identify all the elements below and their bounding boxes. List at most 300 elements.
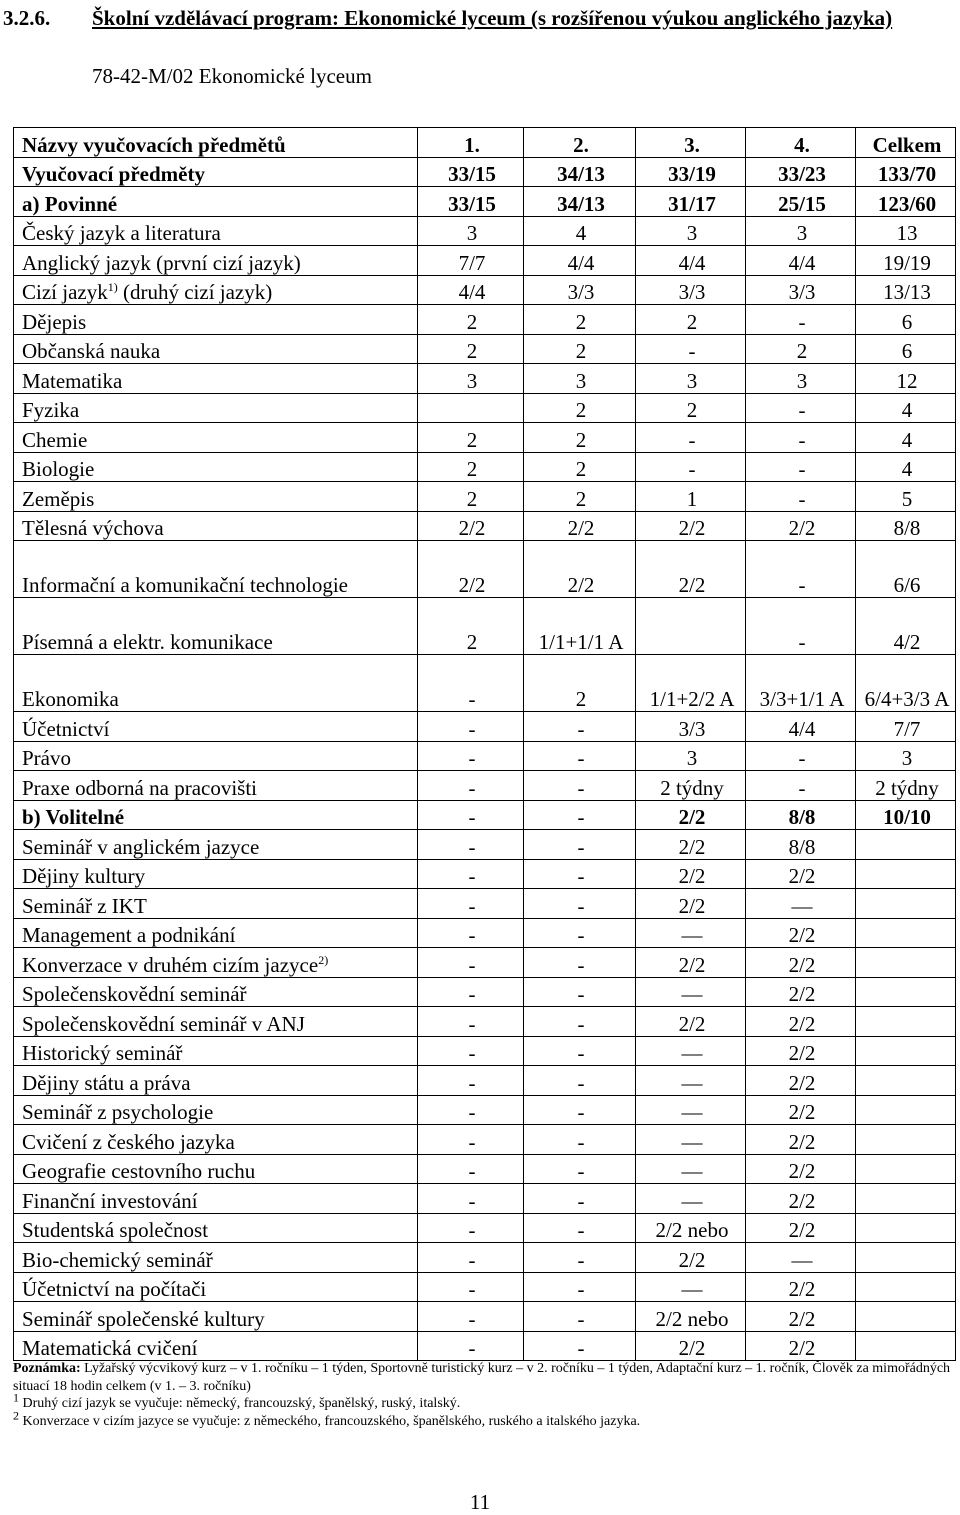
hours-cell bbox=[636, 712, 746, 742]
hours-cell bbox=[524, 128, 636, 158]
hours-cell bbox=[418, 246, 524, 276]
hours-cell bbox=[856, 423, 956, 453]
hours-cell bbox=[856, 393, 956, 423]
hours-cell bbox=[636, 800, 746, 830]
footnote-mark: 1) bbox=[107, 280, 118, 294]
cell-text: Biologie bbox=[22, 457, 95, 481]
hours-cell bbox=[746, 771, 856, 801]
hours-cell bbox=[746, 334, 856, 364]
cell-text: - bbox=[468, 746, 476, 770]
hours-cell bbox=[746, 830, 856, 860]
hours-cell bbox=[746, 1095, 856, 1125]
table-row bbox=[14, 1243, 956, 1273]
hours-cell bbox=[746, 741, 856, 771]
table-row bbox=[14, 157, 956, 187]
cell-text: - bbox=[577, 1188, 585, 1213]
hours-cell bbox=[524, 800, 636, 830]
cell-text: Účetnictví na počítači bbox=[22, 1277, 207, 1301]
hours-cell bbox=[856, 1331, 956, 1361]
hours-cell bbox=[418, 157, 524, 187]
hours-cell bbox=[524, 741, 636, 771]
table-row bbox=[14, 771, 956, 801]
cell-text: 2/2 bbox=[567, 573, 595, 597]
hours-cell bbox=[418, 1095, 524, 1125]
hours-cell bbox=[636, 1184, 746, 1214]
hours-cell bbox=[636, 1213, 746, 1243]
cell-text: Společenskovědní seminář bbox=[22, 982, 247, 1006]
subject-name-cell bbox=[14, 305, 418, 335]
hours-cell bbox=[636, 482, 746, 512]
table-row bbox=[14, 977, 956, 1007]
cell-text: 2/2 bbox=[678, 1247, 706, 1272]
cell-text: - bbox=[798, 573, 806, 597]
cell-text: - bbox=[577, 923, 585, 947]
hours-cell bbox=[524, 655, 636, 712]
hours-cell bbox=[418, 452, 524, 482]
hours-cell bbox=[418, 1154, 524, 1184]
cell-text: — bbox=[681, 982, 703, 1006]
hours-cell bbox=[636, 334, 746, 364]
cell-text-suffix: (druhý cizí jazyk) bbox=[117, 280, 273, 304]
cell-text: - bbox=[468, 805, 476, 829]
hours-cell bbox=[418, 741, 524, 771]
cell-text: Matematika bbox=[22, 368, 123, 393]
hours-cell bbox=[418, 1036, 524, 1066]
subject-name-cell bbox=[14, 1007, 418, 1037]
table-row bbox=[14, 275, 956, 305]
subject-name-cell bbox=[14, 246, 418, 276]
hours-cell bbox=[524, 1184, 636, 1214]
cell-text: 3/3 bbox=[567, 280, 595, 304]
cell-text: Seminář z psychologie bbox=[22, 1100, 214, 1124]
cell-text: 2 bbox=[575, 398, 587, 422]
subject-name-cell bbox=[14, 948, 418, 978]
subject-name-cell bbox=[14, 1272, 418, 1302]
hours-cell bbox=[524, 712, 636, 742]
cell-text: 1. bbox=[464, 132, 480, 157]
hours-cell bbox=[418, 800, 524, 830]
curriculum-table bbox=[13, 127, 956, 1361]
hours-cell bbox=[856, 187, 956, 217]
hours-cell bbox=[746, 1036, 856, 1066]
hours-cell bbox=[746, 1184, 856, 1214]
cell-text: Dějiny kultury bbox=[22, 864, 146, 888]
hours-cell bbox=[524, 830, 636, 860]
cell-text: - bbox=[577, 834, 585, 859]
hours-cell bbox=[418, 216, 524, 246]
hours-cell bbox=[856, 741, 956, 771]
hours-cell bbox=[856, 1095, 956, 1125]
hours-cell bbox=[746, 918, 856, 948]
hours-cell bbox=[746, 423, 856, 453]
cell-text: 2/2 bbox=[788, 1159, 816, 1183]
subject-name-cell bbox=[14, 334, 418, 364]
cell-text: 34/13 bbox=[557, 162, 605, 186]
cell-text: 6 bbox=[901, 339, 913, 363]
subject-name-cell bbox=[14, 452, 418, 482]
hours-cell bbox=[856, 889, 956, 919]
hours-cell bbox=[746, 1007, 856, 1037]
cell-text: 4/2 bbox=[893, 630, 921, 654]
hours-cell bbox=[746, 598, 856, 655]
cell-text: 12 bbox=[896, 368, 918, 393]
cell-text: Chemie bbox=[22, 427, 88, 452]
cell-text: 2/2 bbox=[678, 573, 706, 597]
hours-cell bbox=[856, 977, 956, 1007]
table-row bbox=[14, 334, 956, 364]
cell-text: — bbox=[681, 1070, 703, 1095]
cell-text: - bbox=[577, 1306, 585, 1331]
hours-cell bbox=[636, 393, 746, 423]
cell-text: - bbox=[798, 486, 806, 511]
table-row bbox=[14, 482, 956, 512]
cell-text: 123/60 bbox=[877, 191, 937, 216]
hours-cell bbox=[524, 1036, 636, 1066]
hours-cell bbox=[746, 1213, 856, 1243]
cell-text: 3 bbox=[686, 746, 698, 770]
notes bbox=[13, 1360, 958, 1430]
cell-text: 2/2 bbox=[788, 1011, 816, 1036]
hours-cell bbox=[418, 1272, 524, 1302]
cell-text: — bbox=[791, 1247, 813, 1272]
hours-cell bbox=[524, 1007, 636, 1037]
cell-text: Dějiny státu a práva bbox=[22, 1070, 191, 1095]
cell-text: 4 bbox=[575, 221, 587, 245]
hours-cell bbox=[418, 541, 524, 598]
cell-text: 2/2 bbox=[678, 1011, 706, 1036]
table-row bbox=[14, 741, 956, 771]
hours-cell bbox=[524, 771, 636, 801]
cell-text: - bbox=[577, 1129, 585, 1154]
hours-cell bbox=[746, 977, 856, 1007]
cell-text: 3 bbox=[796, 221, 808, 245]
cell-text: 6/6 bbox=[893, 573, 921, 597]
cell-text: Fyzika bbox=[22, 398, 80, 422]
note-label: Poznámka: bbox=[13, 1361, 81, 1376]
hours-cell bbox=[746, 1125, 856, 1155]
cell-text: 7/7 bbox=[458, 250, 486, 275]
cell-text: 2 bbox=[686, 398, 698, 422]
table-row bbox=[14, 712, 956, 742]
cell-text: 2/2 bbox=[458, 573, 486, 597]
cell-text: Celkem bbox=[872, 132, 942, 157]
hours-cell bbox=[746, 800, 856, 830]
hours-cell bbox=[636, 1036, 746, 1066]
table-row bbox=[14, 1095, 956, 1125]
cell-text: - bbox=[468, 982, 476, 1006]
subject-name-cell bbox=[14, 1125, 418, 1155]
hours-cell bbox=[636, 977, 746, 1007]
table-row bbox=[14, 393, 956, 423]
hours-cell bbox=[524, 187, 636, 217]
cell-text: — bbox=[791, 893, 813, 918]
cell-text: 2 bbox=[575, 687, 587, 711]
note-paragraph bbox=[13, 1360, 958, 1395]
hours-cell bbox=[636, 1066, 746, 1096]
cell-text: - bbox=[577, 952, 585, 977]
subject-name-cell bbox=[14, 393, 418, 423]
subject-name-cell bbox=[14, 1302, 418, 1332]
hours-cell bbox=[746, 482, 856, 512]
hours-cell bbox=[418, 305, 524, 335]
table-row bbox=[14, 1007, 956, 1037]
hours-cell bbox=[524, 364, 636, 394]
cell-text: Zeměpis bbox=[22, 486, 95, 511]
cell-text: 2 bbox=[466, 427, 478, 452]
hours-cell bbox=[856, 1213, 956, 1243]
cell-text: - bbox=[468, 893, 476, 918]
cell-text: 2/2 bbox=[678, 516, 706, 540]
hours-cell bbox=[418, 830, 524, 860]
cell-text: 4 bbox=[901, 457, 913, 481]
cell-text: — bbox=[681, 923, 703, 947]
hours-cell bbox=[524, 511, 636, 541]
cell-text: 2 týdny bbox=[875, 775, 939, 800]
hours-cell bbox=[524, 423, 636, 453]
hours-cell bbox=[856, 1272, 956, 1302]
cell-text: 2/2 bbox=[788, 1188, 816, 1213]
hours-cell bbox=[856, 800, 956, 830]
cell-text: 3 bbox=[686, 221, 698, 245]
hours-cell bbox=[636, 305, 746, 335]
cell-text: 2/2 bbox=[788, 516, 816, 540]
cell-text: - bbox=[577, 805, 585, 829]
table-row bbox=[14, 541, 956, 598]
cell-text: 4/4 bbox=[678, 250, 706, 275]
cell-text: 2/2 nebo bbox=[655, 1306, 729, 1331]
cell-text: 34/13 bbox=[557, 191, 605, 216]
hours-cell bbox=[636, 918, 746, 948]
hours-cell bbox=[524, 889, 636, 919]
cell-text: - bbox=[688, 457, 696, 481]
hours-cell bbox=[636, 541, 746, 598]
hours-cell bbox=[418, 948, 524, 978]
cell-text: 8/8 bbox=[893, 516, 921, 540]
cell-text: — bbox=[681, 1159, 703, 1183]
cell-text: - bbox=[688, 427, 696, 452]
hours-cell bbox=[636, 216, 746, 246]
footnote-2-mark: 2 bbox=[13, 1407, 19, 1422]
cell-text: 1/1+1/1 A bbox=[538, 630, 624, 654]
cell-text: - bbox=[468, 775, 476, 800]
hours-cell bbox=[524, 918, 636, 948]
hours-cell bbox=[524, 1302, 636, 1332]
note-text: Lyžařský výcvikový kurz – v 1. ročníku – 1 týden, Sportovně turistický kurz – v 2. ročníku – 1 týden, Adaptační kurz – 1. ročník, Člověk za mimořádných situací 18 hodin celkem (v 1. – 3. ročníku) bbox=[13, 1361, 951, 1394]
footnote-1-text: Druhý cizí jazyk se vyučuje: německý, francouzský, španělský, ruský, italský. bbox=[19, 1396, 461, 1411]
hours-cell bbox=[524, 1243, 636, 1273]
hours-cell bbox=[746, 948, 856, 978]
hours-cell bbox=[746, 246, 856, 276]
table-row bbox=[14, 1213, 956, 1243]
hours-cell bbox=[746, 1243, 856, 1273]
table-row bbox=[14, 918, 956, 948]
hours-cell bbox=[856, 246, 956, 276]
cell-text: 2/2 bbox=[788, 1041, 816, 1065]
hours-cell bbox=[746, 511, 856, 541]
hours-cell bbox=[746, 187, 856, 217]
cell-text: - bbox=[798, 309, 806, 334]
hours-cell bbox=[746, 1272, 856, 1302]
table-row bbox=[14, 889, 956, 919]
hours-cell bbox=[636, 889, 746, 919]
footnote-2 bbox=[13, 1407, 958, 1431]
hours-cell bbox=[524, 1213, 636, 1243]
cell-text: 2/2 bbox=[788, 923, 816, 947]
cell-text: Právo bbox=[22, 746, 71, 770]
cell-text: 3 bbox=[466, 221, 478, 245]
cell-text: 3 bbox=[796, 368, 808, 393]
cell-text: 2 týdny bbox=[660, 775, 724, 800]
hours-cell bbox=[636, 741, 746, 771]
footnote-mark: 2) bbox=[318, 952, 329, 967]
cell-text: Praxe odborná na pracovišti bbox=[22, 775, 258, 800]
hours-cell bbox=[856, 1302, 956, 1332]
cell-text: 4/4 bbox=[788, 716, 816, 741]
cell-text: Konverzace v druhém cizím jazyce bbox=[22, 952, 319, 977]
table-row bbox=[14, 1066, 956, 1096]
cell-text: Management a podnikání bbox=[22, 923, 236, 947]
cell-text: Občanská nauka bbox=[22, 339, 161, 363]
cell-text: 2/2 bbox=[678, 805, 706, 829]
subject-name-cell bbox=[14, 741, 418, 771]
subject-name-cell bbox=[14, 1154, 418, 1184]
cell-text: 13 bbox=[896, 221, 918, 245]
hours-cell bbox=[524, 598, 636, 655]
cell-text: 31/17 bbox=[668, 191, 716, 216]
hours-cell bbox=[524, 1272, 636, 1302]
cell-text: 6/4+3/3 A bbox=[864, 687, 950, 711]
cell-text: - bbox=[468, 1041, 476, 1065]
cell-text: - bbox=[577, 982, 585, 1006]
cell-text: 2/2 nebo bbox=[655, 1218, 729, 1242]
hours-cell bbox=[524, 1095, 636, 1125]
hours-cell bbox=[636, 364, 746, 394]
hours-cell bbox=[636, 157, 746, 187]
cell-text: 10/10 bbox=[883, 805, 931, 829]
table-row bbox=[14, 830, 956, 860]
cell-text: 2 bbox=[796, 339, 808, 363]
hours-cell bbox=[418, 187, 524, 217]
hours-cell bbox=[746, 1302, 856, 1332]
cell-text: 1 bbox=[686, 486, 698, 511]
hours-cell bbox=[418, 889, 524, 919]
table-row bbox=[14, 948, 956, 978]
hours-cell bbox=[524, 216, 636, 246]
table-row bbox=[14, 598, 956, 655]
subject-name-cell bbox=[14, 511, 418, 541]
hours-cell bbox=[636, 1302, 746, 1332]
hours-cell bbox=[636, 423, 746, 453]
cell-text: - bbox=[468, 1218, 476, 1242]
cell-text: Společenskovědní seminář v ANJ bbox=[22, 1011, 305, 1036]
cell-text: 2 bbox=[686, 309, 698, 334]
hours-cell bbox=[418, 364, 524, 394]
cell-text: 2/2 bbox=[788, 982, 816, 1006]
cell-text: 13/13 bbox=[883, 280, 931, 304]
cell-text: 2 bbox=[466, 309, 478, 334]
hours-cell bbox=[418, 1302, 524, 1332]
cell-text: - bbox=[468, 716, 476, 741]
table-row bbox=[14, 452, 956, 482]
cell-text: - bbox=[468, 1070, 476, 1095]
cell-text: 2/2 bbox=[788, 1129, 816, 1154]
subject-name-cell bbox=[14, 482, 418, 512]
hours-cell bbox=[524, 859, 636, 889]
table-row bbox=[14, 511, 956, 541]
hours-cell bbox=[418, 598, 524, 655]
cell-text: 2/2 bbox=[678, 952, 706, 977]
cell-text: 2 bbox=[575, 427, 587, 452]
subject-name-cell bbox=[14, 1243, 418, 1273]
table-row bbox=[14, 1154, 956, 1184]
hours-cell bbox=[636, 598, 746, 655]
subject-name-cell bbox=[14, 1066, 418, 1096]
page-number: 11 bbox=[469, 1490, 491, 1514]
cell-text: - bbox=[688, 339, 696, 363]
cell-text: - bbox=[577, 893, 585, 918]
cell-text: 2/2 bbox=[788, 1070, 816, 1095]
cell-text: 2 bbox=[466, 457, 478, 481]
hours-cell bbox=[418, 1184, 524, 1214]
cell-text: Tělesná výchova bbox=[22, 516, 164, 540]
hours-cell bbox=[856, 712, 956, 742]
table-row bbox=[14, 364, 956, 394]
subject-name-cell bbox=[14, 541, 418, 598]
subject-name-cell bbox=[14, 859, 418, 889]
cell-text: Historický seminář bbox=[22, 1041, 183, 1065]
hours-cell bbox=[524, 334, 636, 364]
cell-text: 3/3+1/1 A bbox=[759, 687, 845, 711]
footnote-1 bbox=[13, 1390, 958, 1413]
cell-text: 3 bbox=[901, 746, 913, 770]
hours-cell bbox=[856, 771, 956, 801]
footnote-1-mark: 1 bbox=[13, 1390, 19, 1405]
table-row bbox=[14, 305, 956, 335]
hours-cell bbox=[746, 889, 856, 919]
cell-text: 4/4 bbox=[567, 250, 595, 275]
hours-cell bbox=[856, 655, 956, 712]
hours-cell bbox=[418, 511, 524, 541]
hours-cell bbox=[746, 1066, 856, 1096]
cell-text: 3/3 bbox=[678, 716, 706, 741]
cell-text: 33/19 bbox=[668, 162, 716, 186]
hours-cell bbox=[856, 157, 956, 187]
hours-cell bbox=[746, 305, 856, 335]
cell-text: 8/8 bbox=[788, 834, 816, 859]
cell-text: 7/7 bbox=[893, 716, 921, 741]
cell-text: - bbox=[468, 1159, 476, 1183]
cell-text: - bbox=[798, 746, 806, 770]
cell-text: 2/2 bbox=[788, 1306, 816, 1331]
hours-cell bbox=[418, 423, 524, 453]
hours-cell bbox=[746, 541, 856, 598]
table-header-row bbox=[14, 128, 956, 158]
hours-cell bbox=[636, 655, 746, 712]
cell-text: 2/2 bbox=[567, 516, 595, 540]
table-row bbox=[14, 1036, 956, 1066]
hours-cell bbox=[856, 598, 956, 655]
hours-cell bbox=[524, 157, 636, 187]
table-row bbox=[14, 216, 956, 246]
hours-cell bbox=[418, 1243, 524, 1273]
cell-text: 2 bbox=[575, 339, 587, 363]
subject-name-cell bbox=[14, 187, 418, 217]
cell-text: 2/2 bbox=[788, 1218, 816, 1242]
cell-text: - bbox=[468, 1277, 476, 1301]
hours-cell bbox=[418, 712, 524, 742]
hours-cell bbox=[746, 859, 856, 889]
table-row bbox=[14, 1331, 956, 1361]
